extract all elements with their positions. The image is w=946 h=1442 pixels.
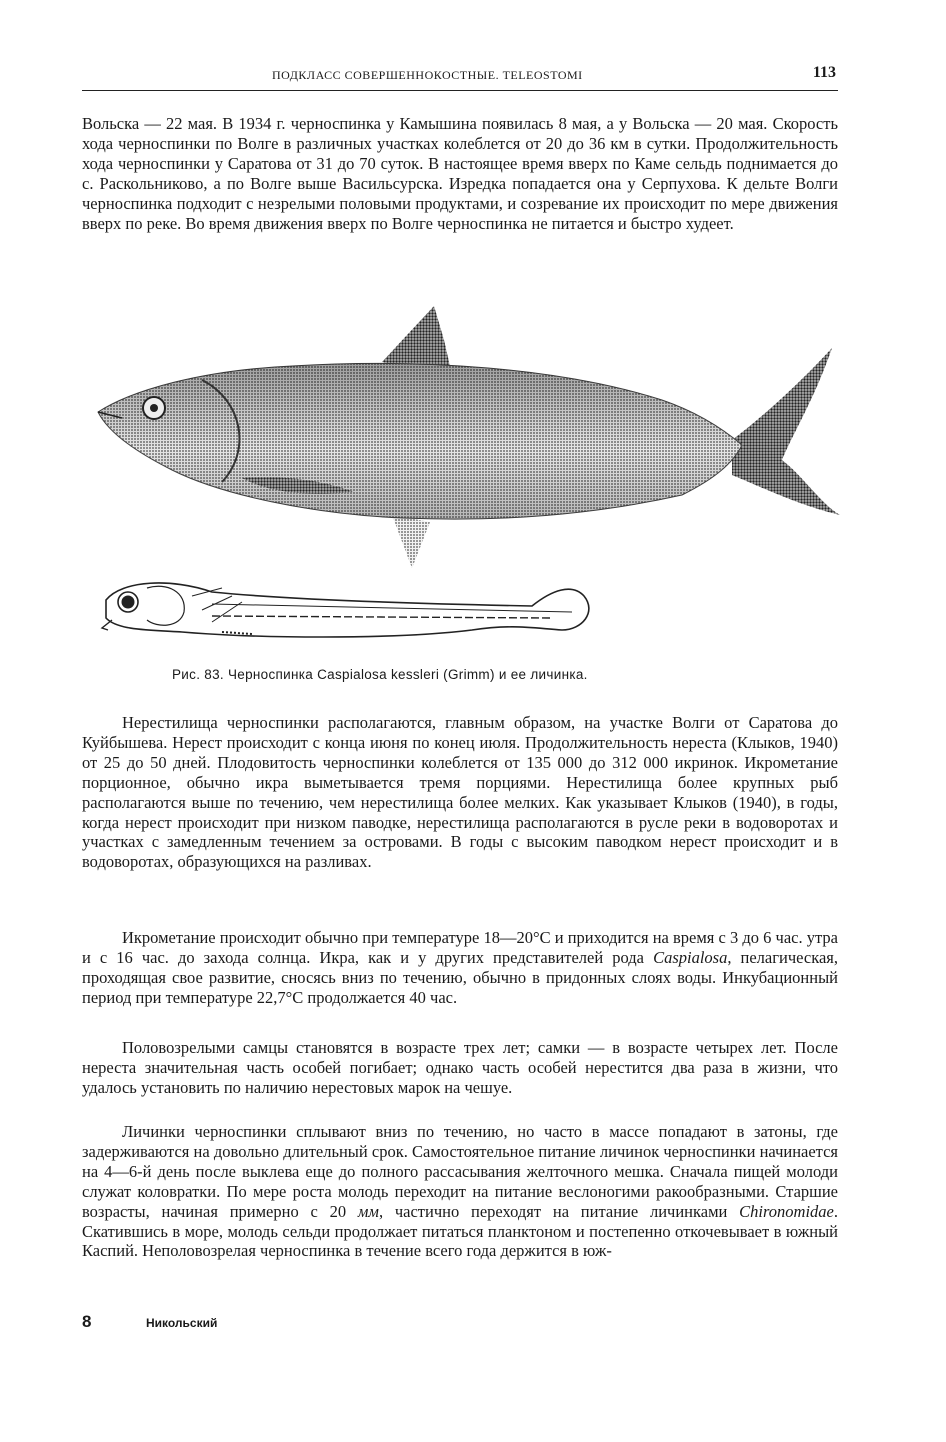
larva-eye-icon bbox=[122, 596, 134, 608]
paragraph-continued: Вольска — 22 мая. В 1934 г. черноспинка у Камышина появилась 8 мая, а у Вольска — 20 мая. Скорость хода черноспинки по Волге в различных участках колеблется от 20 до 36 км в сутки. Продолжительность хода черноспинки у Саратова от 31 до 70 суток. В настоящее время вверх по Каме сельдь поднимается до с. Раскольниково, а по Волге выше Васильсурска. Изредка попадается она у Серпухова. К дельте Волги черноспинка подходит с незрелыми половыми продуктами, и созревание их происходит по мере движения вверх по реке. Во время движения вверх по Волге черноспинка не питается и быстро худеет. bbox=[82, 114, 838, 233]
larva bbox=[102, 583, 589, 637]
fish-illustration bbox=[92, 300, 844, 660]
p5-text-c: . Скатившись в море, молодь сельди продолжает питаться планктоном и постепенно откочевывает в южный Каспий. Неполовозрелая черноспинка в течение всего года держится в юж- bbox=[82, 1201, 838, 1261]
signature-number: 8 bbox=[82, 1312, 92, 1331]
footer-author: Никольский bbox=[146, 1316, 218, 1330]
adult-fish bbox=[98, 306, 840, 568]
paragraph-spawning-grounds: Нерестилища черноспинки располагаются, главным образом, на участке Волги от Саратова до Куйбышева. Нерест происходит с конца июня по конец июля. Продолжительность нереста (Клыков, 1940) от 25 до 50 дней. Плодовитость черноспинки колеблется от 135 000 до 312 000 икринок. Икрометание порционное, обычно икра выметывается тремя порциями. Нерестилища более крупных рыб располагаются выше по течению, чем нерестилища более мелких. Как указывает Клыков (1940), в годы, когда нерест происходит при низком паводке, нерестилища располагаются в русле реки в водоворотах и участках с замедленным течением за островами. В годы с высоким паводком нерест происходит и в водоворотах, образующихся на разливах. bbox=[82, 713, 838, 872]
caption-latin-name: Caspialosa kessleri (Grimm) bbox=[317, 667, 495, 682]
p5-text-a: Личинки черноспинки сплывают вниз по течению, но часто в массе попадают в затоны, где задерживаются на довольно длительный срок. Самостоятельное питание личинок черноспинки начинается на 4—6-й день после выклева еще до полного рассасывания желточного мешка. Сначала пищей молоди служат коловратки. По мере роста молодь переходит на питание веслоногими ракообразными. Старшие возрасты, начиная примерно с 20 bbox=[82, 1122, 838, 1221]
running-header bbox=[82, 64, 838, 91]
tail-fin bbox=[732, 348, 840, 515]
page-number: 113 bbox=[812, 64, 836, 81]
paragraph-maturity: Половозрелыми самцы становятся в возрасте трех лет; самки — в возрасте четырех лет. После нереста значительная часть особей погибает; однако часть особей нерестится два раза в жизни, что удалось установить по наличию нерестовых марок на чешуе. bbox=[82, 1038, 838, 1097]
running-title: ПОДКЛАСС СОВЕРШЕННОКОСТНЫЕ. TELEOSTOMI bbox=[272, 68, 583, 82]
ventral-fin bbox=[392, 515, 430, 568]
caption-prefix: Рис. 83. Черноспинка bbox=[172, 667, 318, 682]
p3-text-b: , пелагическая, проходящая свое развитие, сносясь вниз по течению, обычно в придонных слоях воды. Инкубационный период при температуре 22,7°C продолжается 40 час. bbox=[82, 947, 838, 1007]
p5-text-b: , частично переходят на питание личинками bbox=[378, 1201, 740, 1221]
figure-caption bbox=[172, 667, 588, 682]
larva-body bbox=[106, 583, 589, 637]
caption-suffix: и ее личинка. bbox=[494, 667, 588, 682]
p3-text-a: Икрометание происходит обычно при температуре 18—20°C и приходится на время с 3 до 6 час. утра и с 16 час. до захода солнца. Икра, как и у других представителей рода bbox=[82, 928, 838, 967]
figure-fish-and-larva bbox=[92, 300, 844, 660]
paragraph-spawning bbox=[82, 928, 838, 1008]
p3-genus-name: Caspialosa bbox=[653, 947, 728, 967]
paragraph-larvae bbox=[82, 1122, 838, 1261]
p5-unit: мм bbox=[357, 1201, 379, 1221]
p5-family-name: Chironomidae bbox=[739, 1201, 834, 1221]
